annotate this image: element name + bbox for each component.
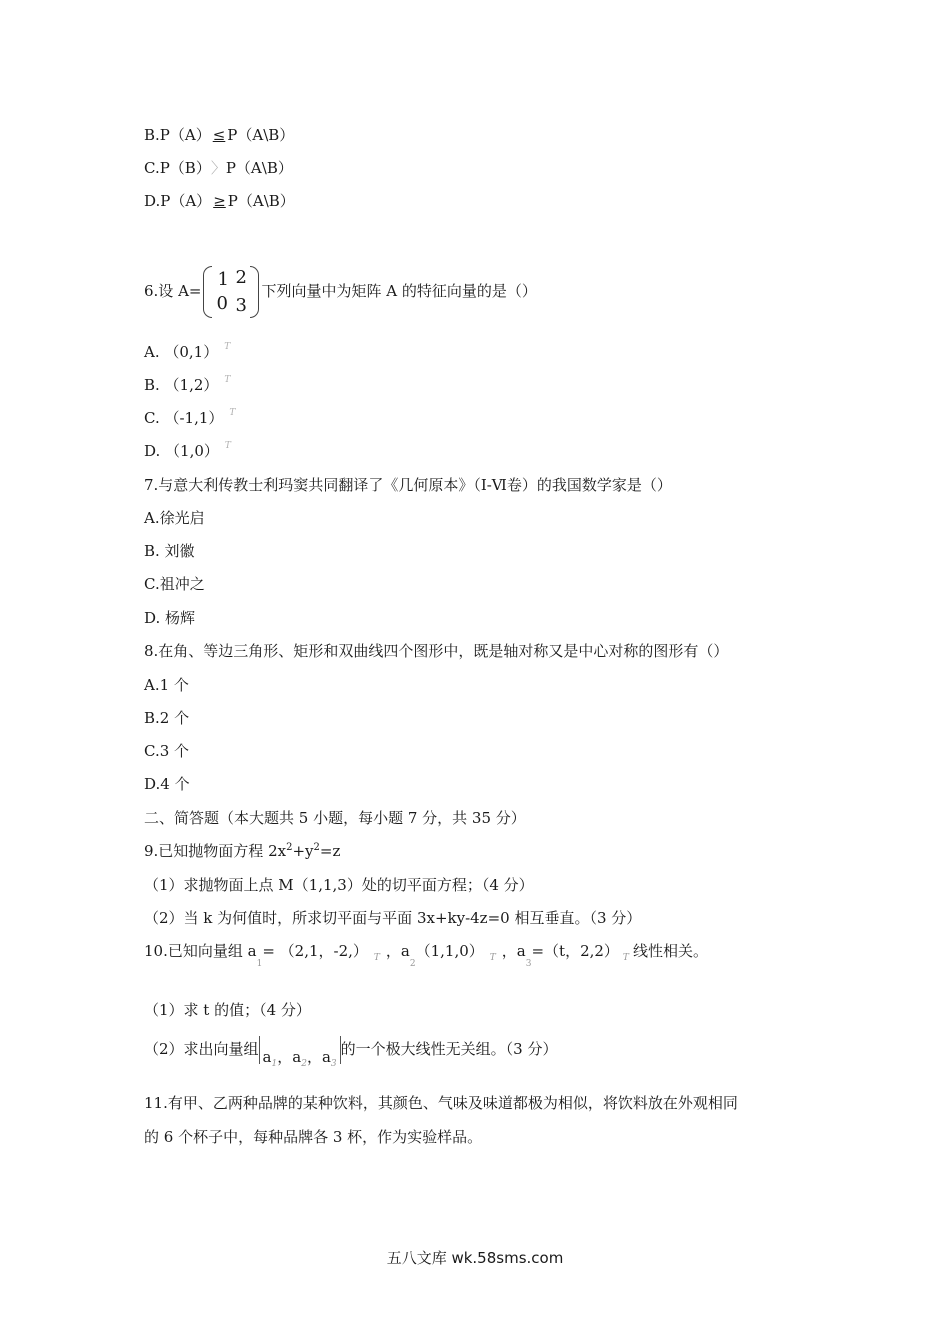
option-q8-a: A.1 个 [144, 676, 189, 694]
option-q8-b: B.2 个 [144, 709, 190, 727]
question-11-line-1: 11.有甲、乙两种品牌的某种饮料，其颜色、气味及味道都极为相似，将饮料放在外观相同 [144, 1094, 738, 1112]
option-q6-a: A. （0,1） T [144, 342, 231, 361]
option-q8-d: D.4 个 [144, 775, 190, 793]
question-10-part-1: （1）求 t 的值；（4 分） [144, 1001, 311, 1019]
question-10-part-2: （2）求出向量组 a1，a2，a3的一个极大线性无关组。（3 分） [144, 1034, 557, 1064]
footer-watermark: 五八文库 wk.58sms.com [386, 1249, 564, 1267]
question-9-part-2: （2）当 k 为何值时，所求切平面与平面 3x+ky-4z=0 相互垂直。（3 分） [144, 909, 642, 927]
question-8: 8.在角、等边三角形、矩形和双曲线四个图形中，既是轴对称又是中心对称的图形有（） [144, 642, 729, 660]
option-q7-c: C.祖冲之 [144, 575, 205, 593]
option-q6-d: D. （1,0） T [144, 441, 231, 460]
question-7: 7.与意大利传教士利玛窦共同翻译了《几何原本》（Ⅰ-Ⅵ卷）的我国数学家是（） [144, 476, 672, 494]
question-6: 6.设 A= 1 2 0 3 下列向量中为矩阵 A 的特征向量的是（） [144, 267, 537, 316]
section-heading-2: 二、简答题（本大题共 5 小题，每小题 7 分，共 35 分） [144, 809, 526, 827]
option-q7-b: B. 刘徽 [144, 542, 195, 560]
question-10: 10.已知向量组 a1= （2,1，-2,） T ，a2（1,1,0） T ，a3=（t，2,2） T 线性相关。 [144, 942, 708, 969]
option-q5-d: D.P（A） ≥ P（A\B） [144, 192, 295, 210]
option-q7-d: D. 杨辉 [144, 609, 196, 627]
question-11-line-2: 的 6 个杯子中，每种品牌各 3 杯，作为实验样品。 [144, 1128, 483, 1146]
option-q5-b: B.P（A） ≤ P（A\B） [144, 126, 295, 144]
matrix-a: 1 2 0 3 [203, 266, 259, 318]
option-q6-b: B. （1,2） T [144, 375, 231, 394]
option-q8-c: C.3 个 [144, 742, 190, 760]
option-q6-c: C. （-1,1） T [144, 408, 236, 427]
option-q5-c: C.P（B）〉P（A\B） [144, 159, 293, 177]
question-9-part-1: （1）求抛物面上点 M（1,1,3）处的切平面方程；（4 分） [144, 876, 534, 894]
option-q7-a: A.徐光启 [144, 509, 205, 527]
vector-set: a1，a2，a3 [259, 1036, 341, 1064]
question-9: 9.已知抛物面方程 2x2+y2=z [144, 842, 341, 860]
